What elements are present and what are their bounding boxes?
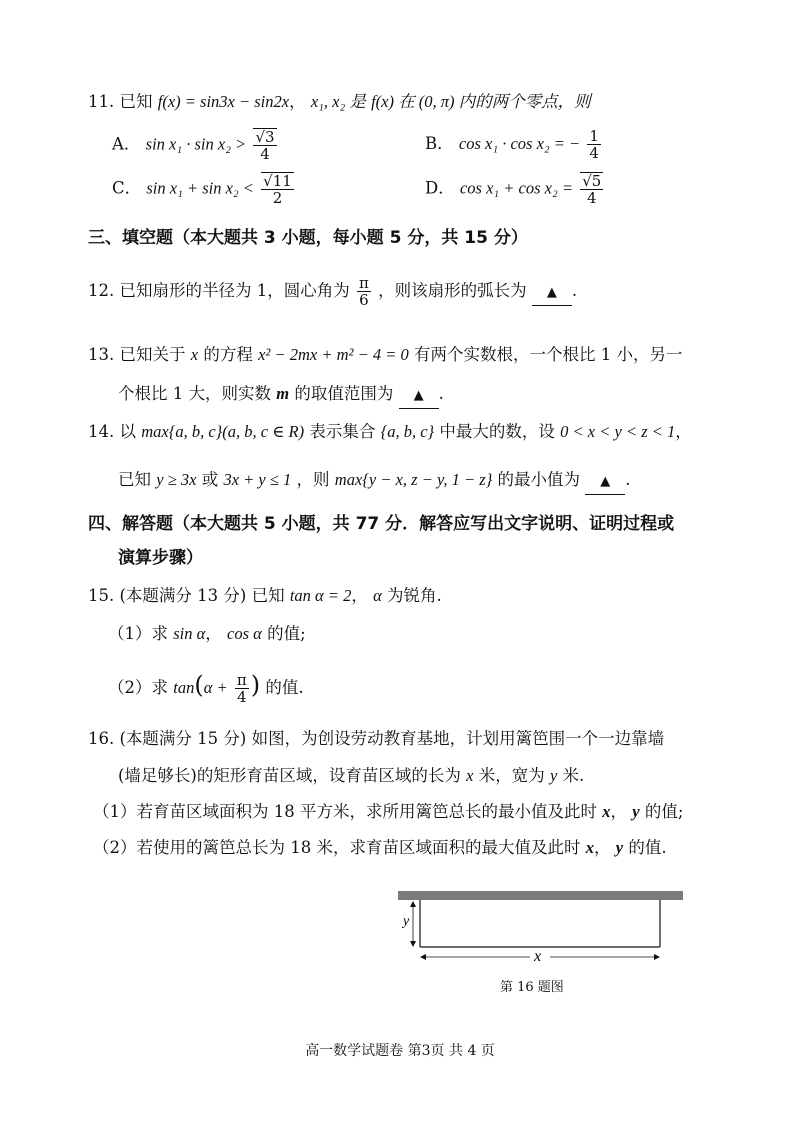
q12: 12. 已知扇形的半径为 1，圆心角为 $\frac{\pi}{6}$ ，则该扇形的弧长为 ▲ . bbox=[88, 274, 578, 309]
y-arrow-up bbox=[410, 901, 416, 907]
q12-answer-blank: ▲ bbox=[532, 281, 572, 306]
x-label: x bbox=[534, 948, 542, 965]
q11-option-d: D． cos x₁ + cos x₂ = $\frac{√5}{4}$ bbox=[425, 172, 602, 207]
q16-part2: （2）若使用的篱笆总长为 18 米，求育苗区域面积的最大值及此时 x， y 的值. bbox=[93, 838, 667, 857]
q13-line1: 13. 已知关于 x 的方程 x² − 2mx + m² − 4 = 0 有两个实数根，一个根比 1 小，另一 bbox=[88, 345, 683, 364]
q14-answer-blank: ▲ bbox=[585, 470, 625, 495]
section-4-title-line2: 演算步骤） bbox=[118, 548, 203, 568]
q15-stem: 15. (本题满分 13 分) 已知 tan α = 2， α 为锐角. bbox=[88, 586, 442, 605]
q13-line2: 个根比 1 大，则实数 m 的取值范围为 ▲ . bbox=[118, 382, 444, 409]
q15-part1: （1）求 sin α， cos α 的值; bbox=[108, 624, 306, 643]
section-3-title: 三、填空题（本大题共 3 小题，每小题 5 分，共 15 分） bbox=[88, 228, 528, 248]
q16-line1: 16. (本题满分 15 分) 如图，为创设劳动教育基地，计划用篱笆围一个一边靠墙 bbox=[88, 729, 665, 748]
page-footer: 高一数学试题卷 第3页 共 4 页 bbox=[305, 1043, 495, 1059]
q16-line2: (墙足够长)的矩形育苗区域，设育苗区域的长为 x 米，宽为 y 米. bbox=[118, 766, 585, 785]
wall bbox=[398, 891, 683, 900]
q11-stem: 11. 已知 f(x) = sin3x − sin2x， x₁, x₂ 是 f(x) 在 (0, π) 内的两个零点，则 bbox=[88, 92, 591, 111]
q15-part2: （2）求 tan(α + $\frac{\pi}{4}$ ) 的值. bbox=[108, 671, 304, 706]
y-arrow-down bbox=[410, 941, 416, 947]
q11-option-b: B． cos x₁ · cos x₂ = − $\frac{1}{4}$ bbox=[425, 127, 599, 162]
y-label: y bbox=[403, 914, 410, 929]
x-arrow-right bbox=[654, 954, 660, 960]
q16-part1: （1）若育苗区域面积为 18 平方米，求所用篱笆总长的最小值及此时 x， y 的值; bbox=[93, 802, 684, 821]
q11-option-c: C． sin x₁ + sin x₂ < $\frac{√11}{2}$ bbox=[112, 172, 292, 207]
q16-figure bbox=[390, 885, 690, 970]
figure-caption: 第 16 题图 bbox=[500, 980, 564, 995]
section-4-title-line1: 四、解答题（本大题共 5 小题，共 77 分．解答应写出文字说明、证明过程或 bbox=[88, 514, 675, 534]
q13-answer-blank: ▲ bbox=[399, 384, 439, 409]
q14-line2: 已知 y ≥ 3x 或 3x + y ≤ 1 ，则 max{y − x, z − y, 1 − z} 的最小值为 ▲ . bbox=[118, 468, 631, 495]
q14-line1: 14. 以 max{a, b, c}(a, b, c ∈ R) 表示集合 {a, b, c} 中最大的数，设 0 < x < y < z < 1， bbox=[88, 422, 692, 441]
q11-option-a: A． sin x₁ · sin x₂ > $\frac{√3}{4}$ bbox=[112, 128, 275, 163]
x-arrow-left bbox=[420, 954, 426, 960]
